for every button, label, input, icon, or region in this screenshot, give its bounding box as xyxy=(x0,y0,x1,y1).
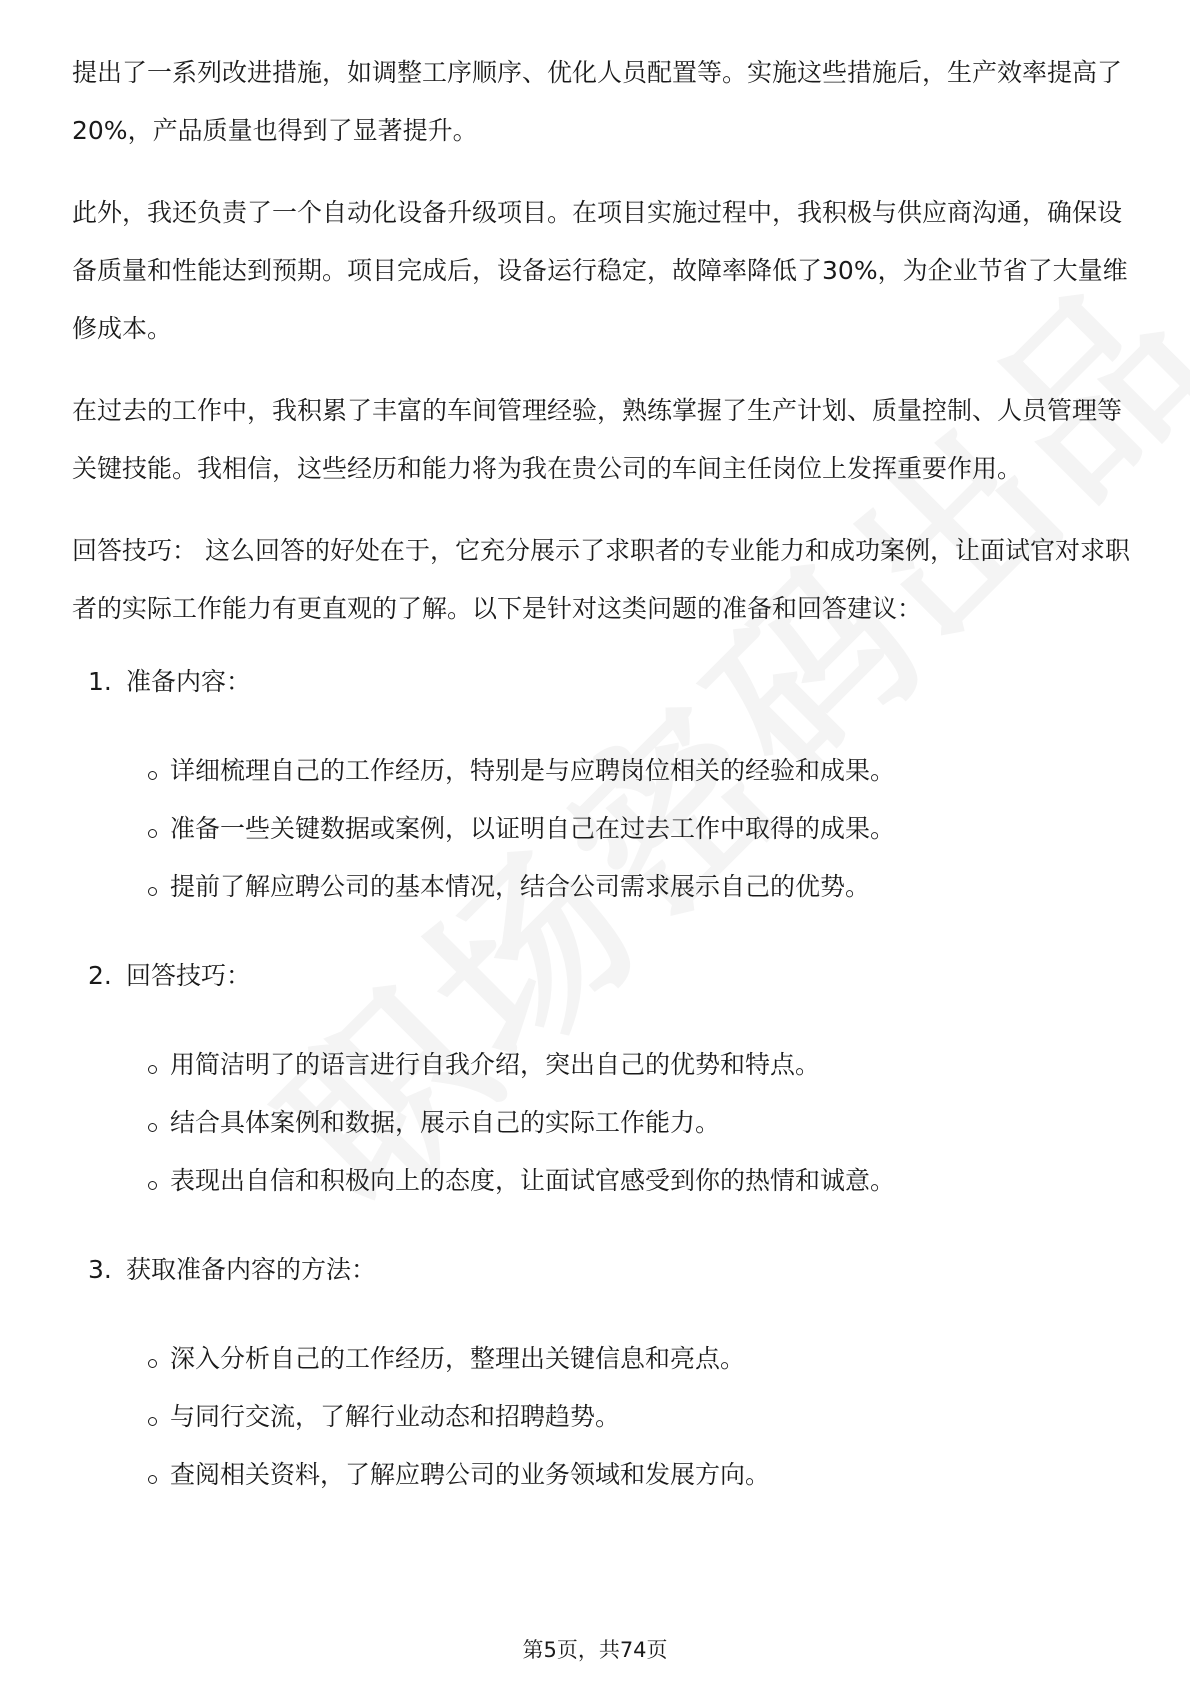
section-title: 准备内容： xyxy=(126,667,252,696)
section-heading xyxy=(72,662,1132,702)
circle-bullet-icon xyxy=(148,1181,157,1190)
list-item: 详细梳理自己的工作经历，特别是与应聘岗位相关的经验和成果。 xyxy=(72,742,1132,800)
section-title: 获取准备内容的方法： xyxy=(126,1255,377,1284)
circle-bullet-icon xyxy=(148,771,157,780)
list-item: 结合具体案例和数据，展示自己的实际工作能力。 xyxy=(72,1094,1132,1152)
list-item: 与同行交流，了解行业动态和招聘趋势。 xyxy=(72,1388,1132,1446)
section-heading xyxy=(72,1250,1132,1290)
section-heading xyxy=(72,956,1132,996)
section-list xyxy=(72,742,1132,916)
paragraph: 此外，我还负责了一个自动化设备升级项目。在项目实施过程中，我积极与供应商沟通，确保设备质量和性能达到预期。项目完成后，设备运行稳定，故障率降低了30%，为企业节省了大量维修成本。 xyxy=(72,198,1128,343)
page-number: 第5页，共74页 xyxy=(522,1638,668,1662)
circle-bullet-icon xyxy=(148,1417,157,1426)
circle-bullet-icon xyxy=(148,829,157,838)
paragraph: 提出了一系列改进措施，如调整工序顺序、优化人员配置等。实施这些措施后，生产效率提高了20%，产品质量也得到了显著提升。 xyxy=(72,58,1123,145)
list-item: 表现出自信和积极向上的态度，让面试官感受到你的热情和诚意。 xyxy=(72,1152,1132,1210)
section-list xyxy=(72,1330,1132,1504)
circle-bullet-icon xyxy=(148,1475,157,1484)
list-item: 准备一些关键数据或案例，以证明自己在过去工作中取得的成果。 xyxy=(72,800,1132,858)
list-item: 提前了解应聘公司的基本情况，结合公司需求展示自己的优势。 xyxy=(72,858,1132,916)
document-body xyxy=(72,44,1132,1544)
section-number: 3. xyxy=(88,1255,112,1284)
list-item: 查阅相关资料，了解应聘公司的业务领域和发展方向。 xyxy=(72,1446,1132,1504)
list-item: 用简洁明了的语言进行自我介绍，突出自己的优势和特点。 xyxy=(72,1036,1132,1094)
section-list xyxy=(72,1036,1132,1210)
section-number: 1. xyxy=(88,667,112,696)
list-item: 深入分析自己的工作经历，整理出关键信息和亮点。 xyxy=(72,1330,1132,1388)
circle-bullet-icon xyxy=(148,887,157,896)
circle-bullet-icon xyxy=(148,1065,157,1074)
paragraph: 在过去的工作中，我积累了丰富的车间管理经验，熟练掌握了生产计划、质量控制、人员管理等关键技能。我相信，这些经历和能力将为我在贵公司的车间主任岗位上发挥重要作用。 xyxy=(72,396,1123,483)
circle-bullet-icon xyxy=(148,1123,157,1132)
section-title: 回答技巧： xyxy=(126,961,252,990)
section-number: 2. xyxy=(88,961,112,990)
circle-bullet-icon xyxy=(148,1359,157,1368)
answer-tips-paragraph: 回答技巧： 这么回答的好处在于，它充分展示了求职者的专业能力和成功案例，让面试官对求职者的实际工作能力有更直观的了解。以下是针对这类问题的准备和回答建议： xyxy=(72,536,1130,623)
